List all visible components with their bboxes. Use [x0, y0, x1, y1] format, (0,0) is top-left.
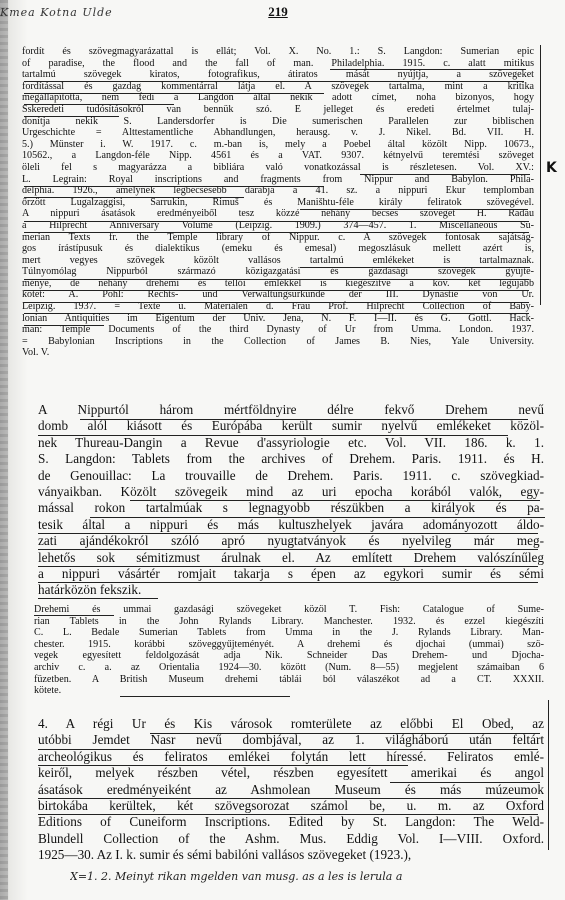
- margin-annotation-mark: K: [546, 160, 557, 176]
- pen-underline: [300, 209, 528, 210]
- pen-underline: [38, 749, 538, 750]
- text-line: C. L. Bedale Sumerian Tablets from Umma in the J. Rylands Library. Man-: [34, 627, 544, 639]
- text-line: rian Tablets in the John Rylands Library. Manchester. 1932. és ezzel kiegészíti: [34, 615, 544, 627]
- text-line: ványaikban. Közölt szövegeik mind az uri epocha korából valók, egy-: [38, 484, 544, 500]
- text-line: fordít és szövegmagyarázattal is ellát; Vol. X. No. 1.: S. Langdon: Sumerian epic: [22, 46, 534, 57]
- pen-underline: [150, 733, 540, 734]
- text-line: archeológikus és feliratos emlékei folytán lett híressé. Feliratos emlé-: [38, 748, 544, 764]
- pen-underline: [24, 197, 244, 198]
- text-line: füzetben. A British Museum drehemi táblái ból válaszékot ad a CT. XXXII.: [34, 673, 544, 685]
- pen-underline: [390, 782, 540, 783]
- text-line: L. Legrain: Royal inscriptions and fragments from Nippur and Babylon. Phila-: [22, 173, 534, 185]
- pen-underline: [120, 696, 290, 697]
- text-line: man: Temple Documents of the third Dynasty of Ur from Umma. London. 1937.: [22, 324, 534, 336]
- margin-bracket-line: [548, 700, 549, 850]
- text-line: Editions of Cuneiform Inscriptions. Edited by St. Langdon: The Weld-: [38, 814, 544, 830]
- text-line: mással rokon tartalmúak s legnagyobb részükben a királyok és pa-: [38, 500, 544, 516]
- pen-underline: [24, 232, 529, 233]
- text-line: kötet: A. Pohl: Rechts- und Verwaltungsurkunde der III. Dynastie von Ur.: [22, 289, 534, 301]
- pen-underline: [38, 765, 408, 766]
- text-line: határközön fekszik.: [38, 582, 142, 598]
- text-line: Urgeschichte = Alttestamentliche Abhandlungen, herausg. v. J. Nikel. Bd. VII. H.: [22, 127, 534, 139]
- text-line: lehetős sok sémitizmust árulnak el. Az említett Drehem valószínűleg: [38, 549, 544, 565]
- pen-underline: [80, 419, 528, 420]
- text-line: chester. 1915. korábbi szöveggyűjteményét. A drehemi és djochai (ummai) szö-: [34, 638, 544, 650]
- handwritten-note: X=1. 2. Meinyt rikan mgelden van musg. as a les is lerula a: [70, 870, 403, 883]
- paragraph-drehem-ummai-texts: [34, 604, 544, 697]
- text-line: 5.) Münster i. W. 1917. c. m.-ban is, mely a Poebel által közölt Nipp. 10673.,: [22, 138, 534, 150]
- text-line: mert vegyes szövegek közölt vallásos tartalmú emlékeket is tartalmaznak.: [22, 254, 534, 266]
- text-line: 4. A régi Ur és Kis városok romterülete az előbbi El Obed, az: [38, 716, 544, 731]
- text-line: Vol. V.: [22, 347, 50, 359]
- text-line: ménye, de nehány drehemi és tellói emlékkel is kiegészítve a köv. két legújabb: [22, 277, 534, 289]
- top-handwritten-scrawl: Kmea Kotna Ulde: [0, 6, 113, 19]
- pen-underline: [34, 615, 114, 616]
- pen-underline: [38, 798, 538, 799]
- pen-underline: [24, 186, 324, 187]
- text-line: of paradise, the flood and the fall of man. Philadelphia. 1915. c. alatt mitikus: [22, 57, 534, 69]
- text-line: zati ajándékokról szóló apró nyugtatványok és nyelvileg már meg-: [38, 533, 544, 549]
- text-line: nek Thureau-Dangin a Revue d'assyriologie etc. Vol. VII. 186. k. 1.: [38, 434, 544, 450]
- pen-underline: [330, 69, 526, 70]
- pen-underline: [38, 598, 158, 599]
- text-line: megállapította, nem fedi a Langdon által nekik adott címet, noha bizonyos, hogy: [22, 92, 534, 104]
- pen-underline: [24, 302, 529, 303]
- text-line: a nippuri vásártér romjait takarja s épen az egykori sumir és sémi: [38, 566, 544, 582]
- text-line: utóbbi Jemdet Nasr nevű dombjával, az 1. világháború után feltárt: [38, 732, 544, 748]
- text-line: A nippuri ásatások eredményeiből tesz közzé nehány becses szöveget H. Radau: [22, 208, 534, 220]
- pen-underline: [38, 566, 538, 567]
- text-line: donítja nekik S. Landersdorfer is Die sumerischen Parallelen zur biblischen: [22, 115, 534, 127]
- text-line: A Nippurtól három mértföldnyire délre fekvő Drehem nevű: [38, 402, 544, 417]
- pen-underline: [38, 533, 538, 534]
- pen-underline: [24, 290, 529, 291]
- text-line: 1925—30. Az I. k. sumir és sémi babilóni vallásos szövegeket (1923.),: [38, 847, 412, 863]
- text-line: fordítással és gazdag kommentárral látja el. A szövegek tartalma, mint a kritika: [22, 80, 534, 92]
- pen-underline: [130, 500, 540, 501]
- pen-underline: [300, 267, 530, 268]
- text-line: ásatások eredményeiként az Ashmolean Museum és más múzeumok: [38, 781, 544, 797]
- pen-underline: [24, 325, 104, 326]
- pen-underline: [90, 517, 545, 518]
- pen-underline: [24, 116, 119, 117]
- pen-underline: [38, 582, 538, 583]
- pen-underline: [24, 93, 324, 94]
- pen-underline: [24, 313, 529, 314]
- text-line: öleli fel s magyarázza a bibliára való vonatkozással is részletesen. Vol. XV.:: [22, 161, 534, 173]
- text-line: Leipzig. 1937. = Texte u. Materialen d. Frau Prof. Hilprecht Collection of Baby-: [22, 301, 534, 313]
- text-line: őrzött Lugalzaggisi, Sarrukin, Rimuš és Manišhtu-féle király feliratok szövegével.: [22, 196, 534, 208]
- text-line: keiről, melyek részben vétel, részben egyesített amerikai és angol: [38, 765, 544, 781]
- pen-underline: [360, 174, 530, 175]
- text-line: S. Langdon: Tablets from the archives of Drehem. Paris. 1911. és H.: [38, 451, 544, 467]
- text-line: Túlnyomólag Nippurból származó közigazgatási és gazdasági szövegek gyűjte-: [22, 266, 534, 278]
- text-line: de Genouillac: La trouvaille de Drehem. Paris. 1911. c. szövegkiad-: [38, 467, 544, 483]
- pen-underline: [24, 104, 174, 105]
- text-line: Sskeredeti tudósításokról van bennük szó. E jelleget és eredeti értelmet tulaj-: [22, 103, 534, 115]
- text-line: archiv c. a. az Orientalia 1924—30. között (Num. 8—55) megjelent számaiban 6: [34, 661, 544, 673]
- text-line: lonian Antiquities im Eigentum der Univ. Jena, N. F. I—II. és G. Gottl. Hack-: [22, 312, 534, 324]
- text-line: kötete.: [34, 685, 62, 697]
- pen-underline: [24, 221, 529, 222]
- scan-edge-shadow: [0, 0, 8, 900]
- text-line: a Hilprecht Anniversary Volume (Leipzig. 1909.) 374—457. 1. Miscellaneous Su-: [22, 219, 534, 231]
- pen-underline: [24, 81, 524, 82]
- text-line: tartalmú szövegek kiratos, fotografikus, átiratos mását nyújtja, a szövegeket: [22, 69, 534, 81]
- page-number: 219: [268, 4, 288, 19]
- text-line: Drehemi és ummai gazdasági szövegeket közöl T. Fish: Catalogue of Sume-: [34, 604, 544, 615]
- pen-underline: [24, 279, 529, 280]
- text-line: domb alól kiásott és Európába került sumir nyelvű emlékeket közöl-: [38, 418, 544, 434]
- text-line: birtokába kerültek, két szövegsorozat számol be, u. m. az Oxford: [38, 798, 544, 814]
- text-line: = Babylonian Inscriptions in the Collection of James B. Nies, Yale University.: [22, 335, 534, 347]
- text-line: delphia. 1926., amelynek legbecsesebb darabja a 41. sz. a nippuri Ekur templomban: [22, 185, 534, 197]
- text-line: 10562., a Langdon-féle Nipp. 4561 és a VAT. 9307. kétnyelvű teremtési szöveget: [22, 150, 534, 162]
- text-line: Blundell Collection of the Ashm. Mus. Eddig Vol. I—VIII. Oxford.: [38, 830, 544, 846]
- text-line: tesik által a nippuri és más kultuszhelyek javára adományozott áldo-: [38, 516, 544, 532]
- pen-underline: [38, 549, 538, 550]
- text-line: merian Texts fr. the Temple library of Nippur. c. A szövegek fontosak sajátság-: [22, 231, 534, 243]
- paragraph-ur-kis: [38, 716, 544, 864]
- pen-underline: [38, 814, 538, 815]
- text-line: vegek egyesített feldolgozását adja Nik. Schneider Das Drehem- und Djocha-: [34, 650, 544, 662]
- text-line: gos írástípusuk és dialektikus (emeku és emesal) megoszlásuk mellett azért is,: [22, 243, 534, 255]
- pen-underline: [38, 435, 508, 436]
- margin-bracket-line: [540, 45, 541, 305]
